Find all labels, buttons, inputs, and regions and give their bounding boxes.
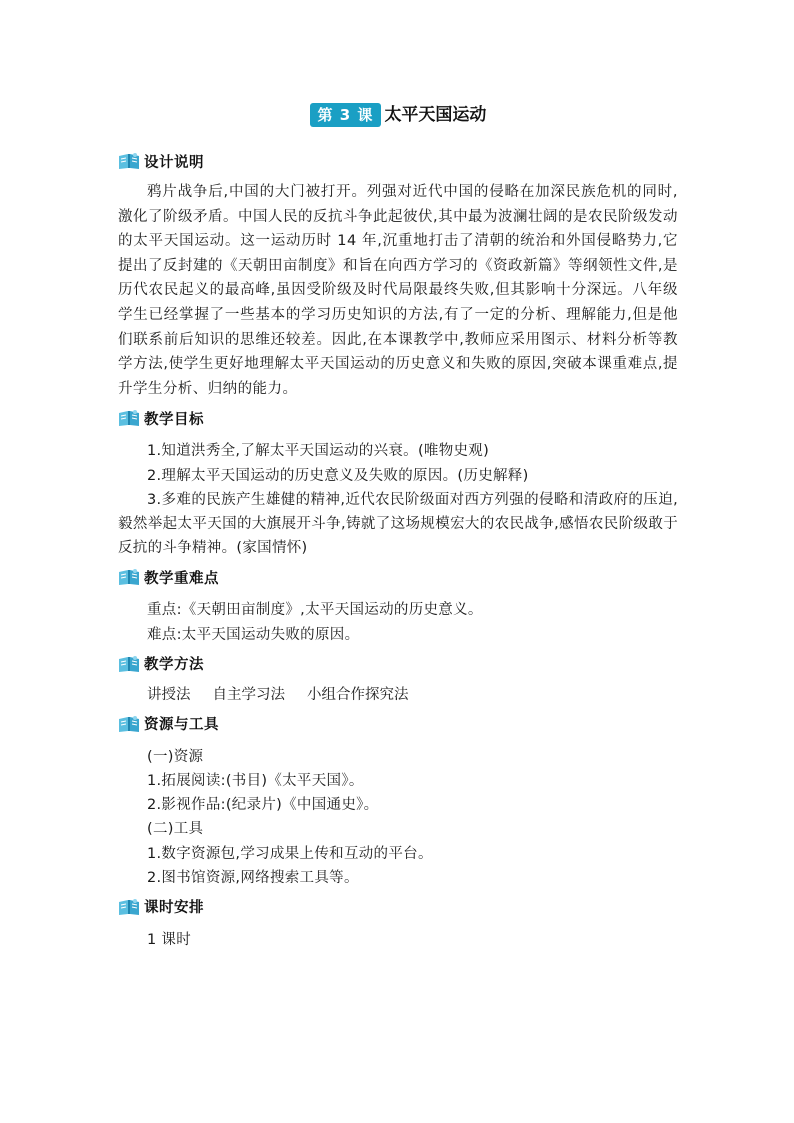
goal-item: 1.知道洪秀全,了解太平天国运动的兴衰。(唯物史观) [147, 443, 490, 460]
section-goals [118, 403, 678, 560]
section-title: 课时安排 [144, 900, 204, 917]
resource-head: (一)资源 [147, 748, 204, 765]
section-title: 设计说明 [144, 154, 204, 171]
goal-item: 3.多难的民族产生雄健的精神,近代农民阶级面对西方列强的侵略和清政府的压迫,毅然举起太平天国的大旗展开斗争,铸就了这场规模宏大的农民战争,感悟农民阶级敢于反抗的斗争精神。(家国情怀) [118, 491, 678, 557]
book-icon [118, 409, 140, 427]
section-keypoints [118, 562, 678, 646]
tool-item: 1.数字资源包,学习成果上传和互动的平台。 [147, 845, 433, 862]
design-paragraph: 鸦片战争后,中国的大门被打开。列强对近代中国的侵略在加深民族危机的同时,激化了阶级矛盾。中国人民的反抗斗争此起彼伏,其中最为波澜壮阔的是农民阶级发动的太平天国运动。这一运动历时 14 年,沉重地打击了清朝的统治和外国侵略势力,它提出了反封建的《天朝田亩制度》和旨在向西方学习的《资政新篇》等纲领性文件,是历代农民起义的最高峰,虽因受阶级及时代局限最终失败,但其影响十分深远。八年级学生已经掌握了一些基本的学习历史知识的方法,有了一定的分析、理解能力,但是他们联系前后知识的思维还较差。因此,在本课教学中,教师应采用图示、材料分析等教学方法,使学生更好地理解太平天国运动的历史意义和失败的原因,突破本课重难点,提升学生分析、归纳的能力。 [118, 184, 678, 397]
key-difficulty: 难点:太平天国运动失败的原因。 [147, 626, 360, 643]
section-head [118, 146, 678, 176]
section-design [118, 146, 678, 401]
method-item: 讲授法 [147, 686, 191, 703]
resource-item: 2.影视作品:(纪录片)《中国通史》。 [147, 797, 379, 814]
section-head [118, 892, 678, 922]
section-head [118, 562, 678, 592]
goal-item: 2.理解太平天国运动的历史意义及失败的原因。(历史解释) [147, 467, 529, 484]
section-title: 教学目标 [144, 411, 204, 428]
method-item: 自主学习法 [212, 686, 285, 703]
lesson-header [118, 100, 678, 130]
section-head [118, 403, 678, 433]
section-title: 教学重难点 [144, 570, 219, 587]
section-title: 教学方法 [144, 657, 204, 674]
lesson-title: 太平天国运动 [384, 105, 487, 125]
method-list [118, 683, 678, 707]
section-schedule [118, 892, 678, 952]
schedule-value: 1 课时 [147, 931, 192, 948]
tool-head: (二)工具 [147, 821, 204, 838]
method-item: 小组合作探究法 [307, 686, 409, 703]
lesson-badge: 第 3 课 [310, 103, 382, 127]
document-page [118, 100, 678, 954]
section-title: 资源与工具 [144, 717, 219, 734]
book-icon [118, 152, 140, 170]
section-head [118, 709, 678, 739]
book-icon [118, 568, 140, 586]
book-icon [118, 898, 140, 916]
book-icon [118, 715, 140, 733]
section-head [118, 649, 678, 679]
tool-item: 2.图书馆资源,网络搜索工具等。 [147, 869, 359, 886]
resource-item: 1.拓展阅读:(书目)《太平天国》。 [147, 772, 364, 789]
book-icon [118, 655, 140, 673]
key-focus: 重点:《天朝田亩制度》,太平天国运动的历史意义。 [147, 602, 483, 619]
section-resources [118, 709, 678, 890]
section-methods [118, 649, 678, 707]
